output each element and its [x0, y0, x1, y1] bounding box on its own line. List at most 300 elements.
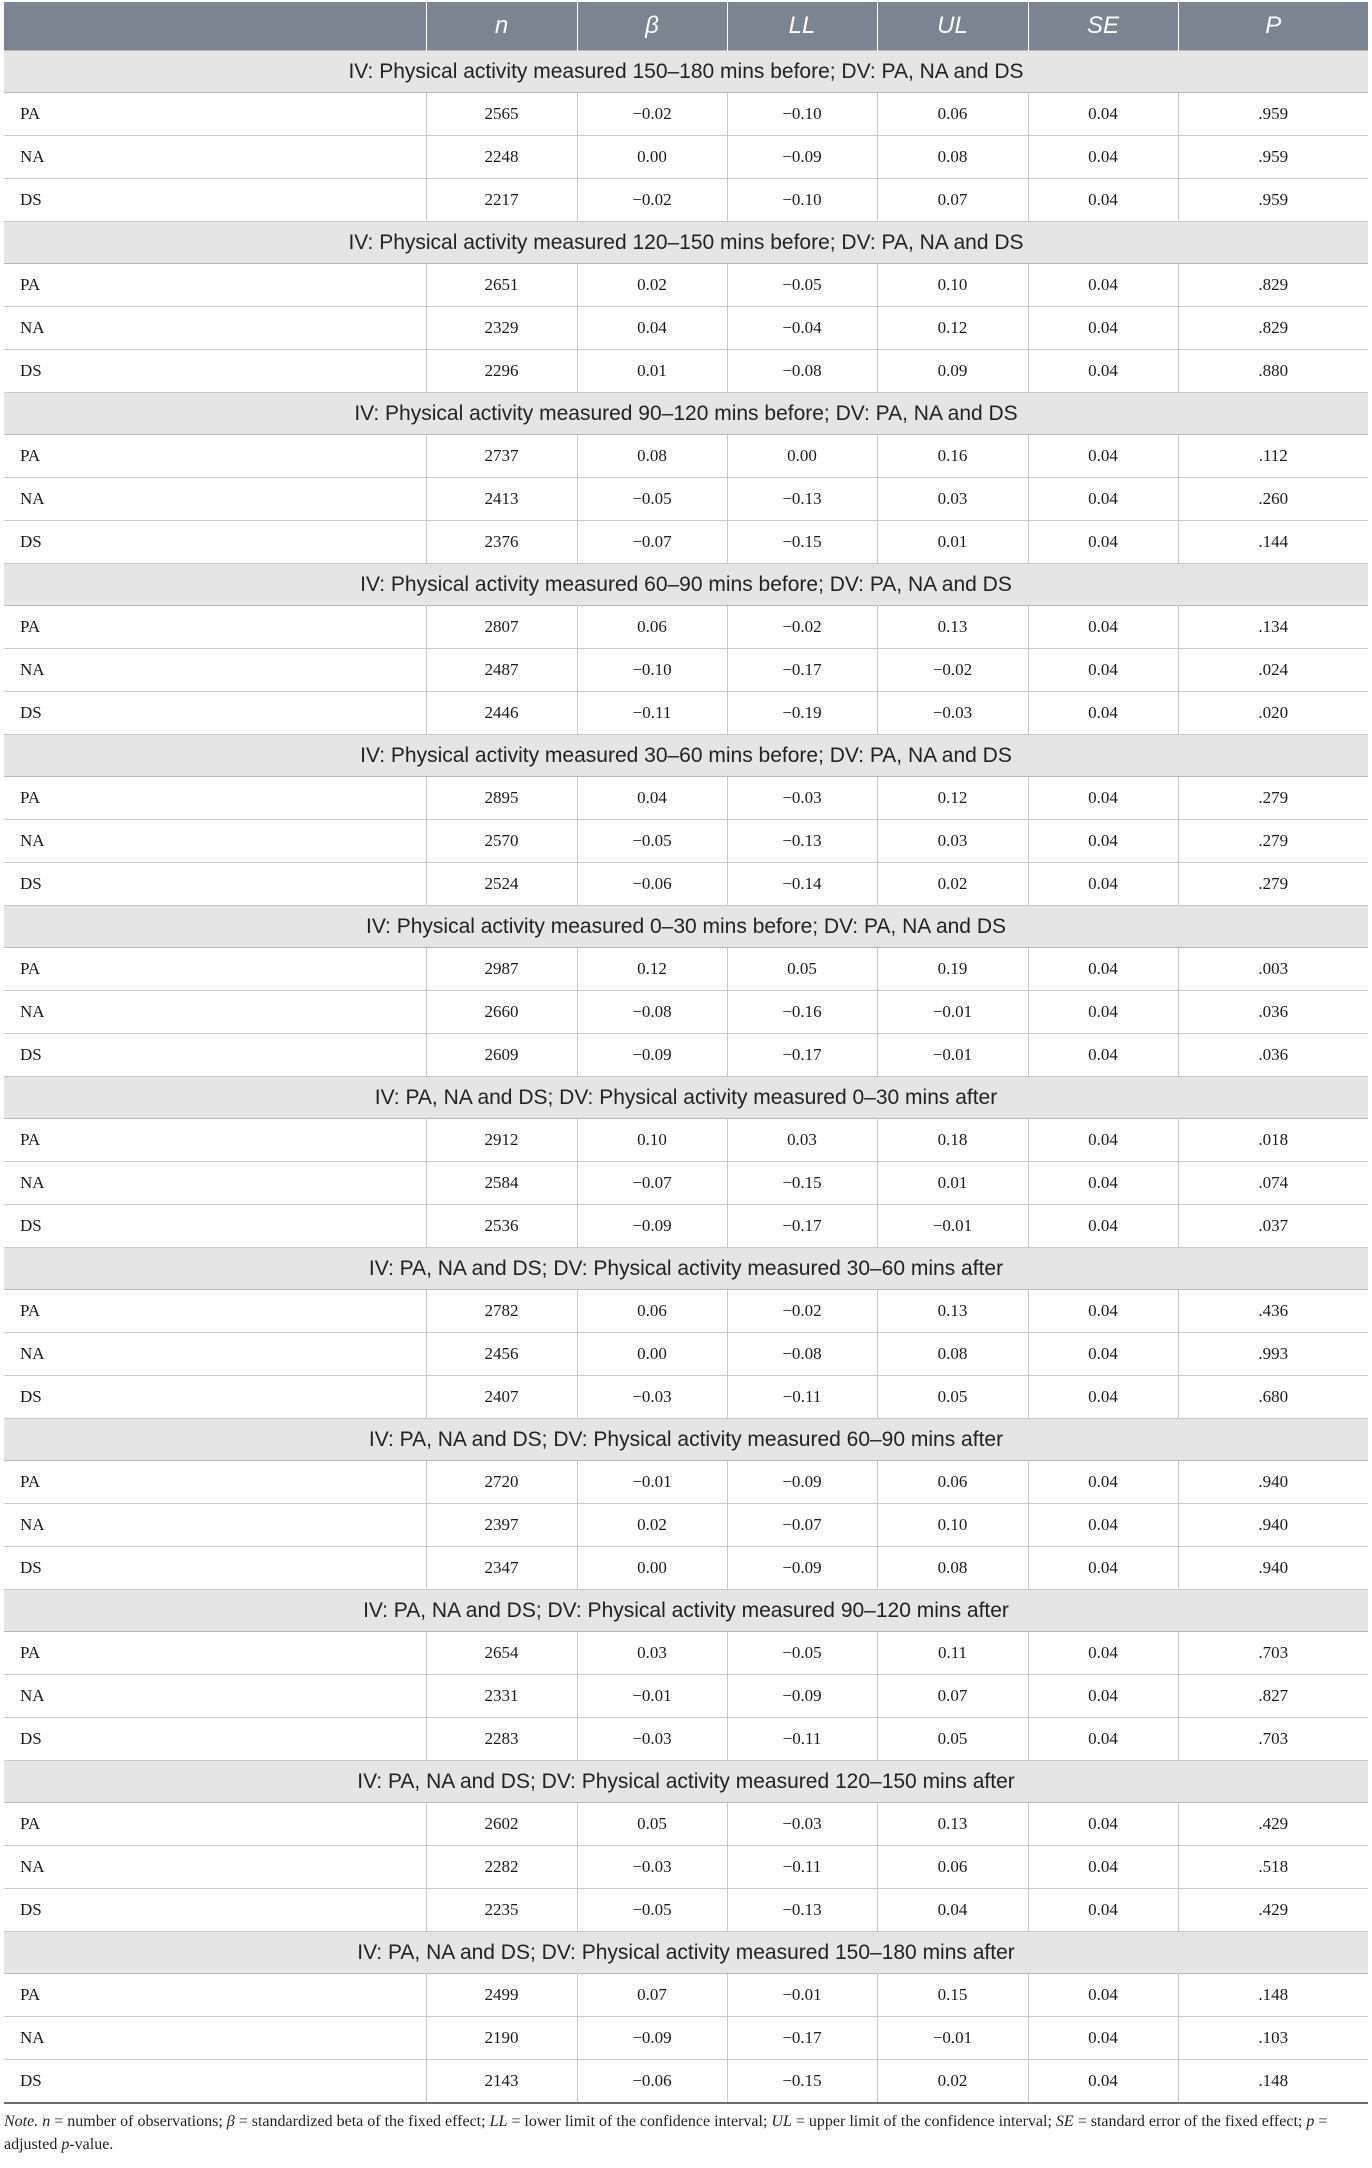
- cell-outcome: DS: [4, 1376, 426, 1419]
- section-title: IV: PA, NA and DS; DV: Physical activity measured 150–180 mins after: [4, 1932, 1368, 1974]
- cell-p: .103: [1178, 2017, 1368, 2060]
- cell-n: 2895: [426, 777, 577, 820]
- cell-ll: −0.01: [727, 1974, 877, 2017]
- cell-ul: 0.06: [877, 93, 1028, 136]
- cell-ul: 0.02: [877, 2060, 1028, 2104]
- note-text: = standard error of the fixed effect;: [1073, 2113, 1307, 2130]
- cell-ll: −0.13: [727, 478, 877, 521]
- section-title: IV: Physical activity measured 120–150 mins before; DV: PA, NA and DS: [4, 222, 1368, 264]
- cell-se: 0.04: [1028, 1333, 1178, 1376]
- cell-beta: 0.00: [577, 1333, 727, 1376]
- cell-p: .018: [1178, 1119, 1368, 1162]
- cell-beta: −0.09: [577, 1205, 727, 1248]
- cell-se: 0.04: [1028, 1034, 1178, 1077]
- cell-ll: −0.03: [727, 777, 877, 820]
- table-row: [4, 1675, 1368, 1718]
- cell-ul: 0.08: [877, 1547, 1028, 1590]
- cell-n: 2987: [426, 948, 577, 991]
- note-text: = number of observations;: [50, 2113, 227, 2130]
- cell-beta: 0.02: [577, 264, 727, 307]
- section-title: IV: Physical activity measured 150–180 mins before; DV: PA, NA and DS: [4, 51, 1368, 93]
- cell-n: 2407: [426, 1376, 577, 1419]
- cell-ul: 0.10: [877, 264, 1028, 307]
- cell-ll: −0.10: [727, 93, 877, 136]
- header-row: [4, 2, 1368, 51]
- cell-n: 2235: [426, 1889, 577, 1932]
- cell-ll: −0.03: [727, 1803, 877, 1846]
- cell-n: 2807: [426, 606, 577, 649]
- cell-p: .703: [1178, 1718, 1368, 1761]
- cell-p: .680: [1178, 1376, 1368, 1419]
- header-cell-n: n: [426, 2, 577, 51]
- cell-n: 2397: [426, 1504, 577, 1547]
- cell-ul: 0.12: [877, 307, 1028, 350]
- section-title: IV: PA, NA and DS; DV: Physical activity measured 30–60 mins after: [4, 1248, 1368, 1290]
- table-row: [4, 478, 1368, 521]
- section-title: IV: Physical activity measured 30–60 mins before; DV: PA, NA and DS: [4, 735, 1368, 777]
- cell-outcome: PA: [4, 93, 426, 136]
- cell-ll: −0.10: [727, 179, 877, 222]
- cell-ll: −0.16: [727, 991, 877, 1034]
- cell-ul: 0.07: [877, 1675, 1028, 1718]
- cell-se: 0.04: [1028, 1632, 1178, 1675]
- cell-n: 2143: [426, 2060, 577, 2104]
- cell-ll: −0.15: [727, 521, 877, 564]
- table-row: [4, 777, 1368, 820]
- table-row: [4, 1034, 1368, 1077]
- cell-se: 0.04: [1028, 2060, 1178, 2104]
- note-label: Note.: [4, 2113, 39, 2130]
- cell-beta: −0.05: [577, 820, 727, 863]
- table-footer: [4, 2103, 1368, 2156]
- cell-se: 0.04: [1028, 1803, 1178, 1846]
- cell-se: 0.04: [1028, 1718, 1178, 1761]
- cell-outcome: PA: [4, 948, 426, 991]
- cell-ll: −0.19: [727, 692, 877, 735]
- table-row: [4, 2060, 1368, 2104]
- results-table: [4, 2, 1368, 2156]
- cell-p: .703: [1178, 1632, 1368, 1675]
- cell-outcome: PA: [4, 1632, 426, 1675]
- cell-se: 0.04: [1028, 1376, 1178, 1419]
- note-symbol: n: [42, 2113, 51, 2130]
- cell-beta: 0.10: [577, 1119, 727, 1162]
- cell-outcome: NA: [4, 1846, 426, 1889]
- cell-ul: 0.01: [877, 1162, 1028, 1205]
- cell-n: 2283: [426, 1718, 577, 1761]
- cell-beta: 0.00: [577, 136, 727, 179]
- cell-beta: −0.03: [577, 1376, 727, 1419]
- note-symbol: LL: [489, 2113, 508, 2130]
- cell-ll: −0.08: [727, 350, 877, 393]
- cell-outcome: DS: [4, 521, 426, 564]
- cell-p: .024: [1178, 649, 1368, 692]
- cell-se: 0.04: [1028, 136, 1178, 179]
- table-row: [4, 1974, 1368, 2017]
- cell-n: 2248: [426, 136, 577, 179]
- cell-ul: 0.05: [877, 1376, 1028, 1419]
- table-row: [4, 521, 1368, 564]
- cell-ll: −0.09: [727, 1675, 877, 1718]
- cell-ul: 0.09: [877, 350, 1028, 393]
- cell-ul: 0.01: [877, 521, 1028, 564]
- cell-outcome: NA: [4, 307, 426, 350]
- cell-beta: −0.03: [577, 1718, 727, 1761]
- cell-ll: −0.11: [727, 1846, 877, 1889]
- cell-beta: −0.06: [577, 863, 727, 906]
- cell-beta: −0.03: [577, 1846, 727, 1889]
- table-row: [4, 93, 1368, 136]
- table-body: [4, 51, 1368, 2104]
- cell-outcome: PA: [4, 1290, 426, 1333]
- cell-se: 0.04: [1028, 435, 1178, 478]
- header-cell-ll: LL: [727, 2, 877, 51]
- cell-p: .940: [1178, 1547, 1368, 1590]
- cell-beta: 0.12: [577, 948, 727, 991]
- cell-se: 0.04: [1028, 991, 1178, 1034]
- cell-p: .279: [1178, 777, 1368, 820]
- table-row: [4, 1333, 1368, 1376]
- cell-ul: 0.07: [877, 179, 1028, 222]
- cell-outcome: DS: [4, 1718, 426, 1761]
- cell-se: 0.04: [1028, 1974, 1178, 2017]
- cell-ll: 0.05: [727, 948, 877, 991]
- cell-ll: −0.09: [727, 1461, 877, 1504]
- cell-p: .003: [1178, 948, 1368, 991]
- cell-p: .112: [1178, 435, 1368, 478]
- cell-p: .993: [1178, 1333, 1368, 1376]
- cell-n: 2190: [426, 2017, 577, 2060]
- cell-n: 2456: [426, 1333, 577, 1376]
- cell-n: 2651: [426, 264, 577, 307]
- section-title: IV: Physical activity measured 60–90 mins before; DV: PA, NA and DS: [4, 564, 1368, 606]
- cell-ul: 0.10: [877, 1504, 1028, 1547]
- cell-n: 2609: [426, 1034, 577, 1077]
- note-symbol: p: [61, 2136, 70, 2153]
- table-row: [4, 1290, 1368, 1333]
- cell-beta: 0.04: [577, 777, 727, 820]
- cell-outcome: PA: [4, 435, 426, 478]
- cell-ll: −0.15: [727, 2060, 877, 2104]
- cell-p: .148: [1178, 2060, 1368, 2104]
- note-symbol: SE: [1055, 2113, 1074, 2130]
- cell-outcome: DS: [4, 179, 426, 222]
- header-cell-p: P: [1178, 2, 1368, 51]
- note-text: = upper limit of the confidence interval;: [791, 2113, 1056, 2130]
- cell-ll: −0.02: [727, 606, 877, 649]
- note-symbol: β: [226, 2113, 235, 2130]
- cell-beta: 0.06: [577, 606, 727, 649]
- cell-p: .429: [1178, 1803, 1368, 1846]
- cell-n: 2654: [426, 1632, 577, 1675]
- cell-p: .959: [1178, 136, 1368, 179]
- cell-ll: −0.17: [727, 649, 877, 692]
- section-title: IV: Physical activity measured 90–120 mins before; DV: PA, NA and DS: [4, 393, 1368, 435]
- cell-n: 2782: [426, 1290, 577, 1333]
- table-row: [4, 863, 1368, 906]
- cell-ul: 0.03: [877, 478, 1028, 521]
- cell-n: 2296: [426, 350, 577, 393]
- section-title: IV: PA, NA and DS; DV: Physical activity measured 90–120 mins after: [4, 1590, 1368, 1632]
- note-text: = standardized beta of the fixed effect;: [234, 2113, 490, 2130]
- cell-se: 0.04: [1028, 478, 1178, 521]
- cell-beta: −0.11: [577, 692, 727, 735]
- cell-n: 2912: [426, 1119, 577, 1162]
- cell-p: .940: [1178, 1461, 1368, 1504]
- header-cell-label: [4, 2, 426, 51]
- cell-ll: −0.05: [727, 1632, 877, 1675]
- table-row: [4, 1718, 1368, 1761]
- cell-n: 2570: [426, 820, 577, 863]
- cell-beta: −0.05: [577, 1889, 727, 1932]
- cell-ll: −0.11: [727, 1376, 877, 1419]
- cell-beta: −0.02: [577, 93, 727, 136]
- cell-beta: −0.07: [577, 521, 727, 564]
- cell-n: 2565: [426, 93, 577, 136]
- section-header-row: [4, 51, 1368, 93]
- table-row: [4, 179, 1368, 222]
- cell-outcome: PA: [4, 264, 426, 307]
- cell-p: .829: [1178, 264, 1368, 307]
- table-row: [4, 1162, 1368, 1205]
- cell-ll: −0.14: [727, 863, 877, 906]
- cell-se: 0.04: [1028, 1205, 1178, 1248]
- header-cell-beta: β: [577, 2, 727, 51]
- cell-outcome: DS: [20, 2071, 42, 2090]
- cell-ul: 0.13: [877, 606, 1028, 649]
- table-row: [4, 1889, 1368, 1932]
- cell-outcome: DS: [4, 1889, 426, 1932]
- cell-beta: −0.01: [577, 1461, 727, 1504]
- table-row: [4, 307, 1368, 350]
- cell-ul: −0.01: [877, 2017, 1028, 2060]
- cell-beta: 0.02: [577, 1504, 727, 1547]
- note-text: = adjusted: [4, 2113, 1328, 2153]
- cell-p: .279: [1178, 863, 1368, 906]
- cell-beta: 0.08: [577, 435, 727, 478]
- cell-n: 2660: [426, 991, 577, 1034]
- section-header-row: [4, 564, 1368, 606]
- cell-p: .518: [1178, 1846, 1368, 1889]
- cell-beta: 0.05: [577, 1803, 727, 1846]
- cell-ll: −0.11: [727, 1718, 877, 1761]
- cell-se: 0.04: [1028, 1675, 1178, 1718]
- cell-ll: 0.00: [727, 435, 877, 478]
- cell-ll: −0.07: [727, 1504, 877, 1547]
- cell-ul: 0.06: [877, 1461, 1028, 1504]
- cell-beta: 0.04: [577, 307, 727, 350]
- cell-outcome: PA: [4, 777, 426, 820]
- section-header-row: [4, 1419, 1368, 1461]
- cell-p: .134: [1178, 606, 1368, 649]
- cell-n: 2217: [426, 179, 577, 222]
- cell-n: 2536: [426, 1205, 577, 1248]
- cell-n: 2376: [426, 521, 577, 564]
- section-header-row: [4, 1761, 1368, 1803]
- cell-se: 0.04: [1028, 1162, 1178, 1205]
- cell-outcome: NA: [4, 2017, 426, 2060]
- cell-ll: −0.09: [727, 136, 877, 179]
- cell-ll: −0.17: [727, 1205, 877, 1248]
- section-header-row: [4, 222, 1368, 264]
- note-text: -value.: [69, 2136, 114, 2153]
- cell-n: 2413: [426, 478, 577, 521]
- cell-n: 2487: [426, 649, 577, 692]
- table-row: [4, 948, 1368, 991]
- cell-outcome: PA: [4, 1974, 426, 2017]
- cell-se: 0.04: [1028, 2017, 1178, 2060]
- cell-ll: −0.05: [727, 264, 877, 307]
- cell-outcome: DS: [4, 863, 426, 906]
- header-cell-se: SE: [1028, 2, 1178, 51]
- table-row: [4, 136, 1368, 179]
- table-row: [4, 820, 1368, 863]
- cell-n: 2602: [426, 1803, 577, 1846]
- cell-ll: −0.09: [727, 1547, 877, 1590]
- cell-ll: −0.13: [727, 1889, 877, 1932]
- table-row: [4, 991, 1368, 1034]
- cell-outcome: NA: [4, 478, 426, 521]
- cell-se: 0.04: [1028, 1889, 1178, 1932]
- cell-beta: 0.00: [577, 1547, 727, 1590]
- cell-p: .959: [1178, 93, 1368, 136]
- cell-p: .880: [1178, 350, 1368, 393]
- cell-se: 0.04: [1028, 820, 1178, 863]
- cell-p: .940: [1178, 1504, 1368, 1547]
- cell-outcome: NA: [4, 649, 426, 692]
- table-row: [4, 1205, 1368, 1248]
- cell-n: 2584: [426, 1162, 577, 1205]
- table-row: [4, 1846, 1368, 1889]
- cell-se: 0.04: [1028, 1547, 1178, 1590]
- cell-p: .074: [1178, 1162, 1368, 1205]
- table-row: [4, 264, 1368, 307]
- cell-se: 0.04: [1028, 264, 1178, 307]
- cell-n: 2347: [426, 1547, 577, 1590]
- cell-beta: 0.06: [577, 1290, 727, 1333]
- cell-se: 0.04: [1028, 350, 1178, 393]
- section-header-row: [4, 393, 1368, 435]
- cell-outcome: PA: [4, 606, 426, 649]
- cell-p: .144: [1178, 521, 1368, 564]
- cell-se: 0.04: [1028, 1119, 1178, 1162]
- cell-n: 2720: [426, 1461, 577, 1504]
- cell-se: 0.04: [1028, 606, 1178, 649]
- cell-se: 0.04: [1028, 1504, 1178, 1547]
- cell-beta: −0.05: [577, 478, 727, 521]
- cell-ul: 0.06: [877, 1846, 1028, 1889]
- cell-ll: −0.02: [727, 1290, 877, 1333]
- cell-beta: −0.09: [577, 1034, 727, 1077]
- cell-p: .959: [1178, 179, 1368, 222]
- cell-ul: 0.08: [877, 1333, 1028, 1376]
- cell-outcome: NA: [4, 136, 426, 179]
- cell-ul: 0.03: [877, 820, 1028, 863]
- cell-ll: −0.17: [727, 1034, 877, 1077]
- cell-se: 0.04: [1028, 692, 1178, 735]
- cell-ll: −0.17: [727, 2017, 877, 2060]
- cell-outcome: DS: [4, 1034, 426, 1077]
- cell-outcome: PA: [4, 1119, 426, 1162]
- cell-ul: 0.13: [877, 1290, 1028, 1333]
- cell-ul: 0.05: [877, 1718, 1028, 1761]
- section-title: IV: PA, NA and DS; DV: Physical activity measured 0–30 mins after: [4, 1077, 1368, 1119]
- cell-beta: −0.01: [577, 1675, 727, 1718]
- table-row: [4, 649, 1368, 692]
- cell-p: .037: [1178, 1205, 1368, 1248]
- table-row: [4, 606, 1368, 649]
- cell-se: 0.04: [1028, 948, 1178, 991]
- section-title: IV: PA, NA and DS; DV: Physical activity measured 120–150 mins after: [4, 1761, 1368, 1803]
- cell-ll: −0.15: [727, 1162, 877, 1205]
- cell-ll: −0.04: [727, 307, 877, 350]
- results-table-container: [4, 2, 1368, 2156]
- cell-outcome: PA: [4, 1803, 426, 1846]
- cell-ul: −0.03: [877, 692, 1028, 735]
- cell-ul: 0.15: [877, 1974, 1028, 2017]
- cell-outcome: PA: [4, 1461, 426, 1504]
- note-symbol: UL: [771, 2113, 792, 2130]
- table-row: [4, 2017, 1368, 2060]
- table-row: [4, 435, 1368, 478]
- section-header-row: [4, 1590, 1368, 1632]
- cell-outcome: NA: [4, 820, 426, 863]
- table-row: [4, 1376, 1368, 1419]
- cell-ul: 0.19: [877, 948, 1028, 991]
- section-header-row: [4, 906, 1368, 948]
- cell-ul: 0.04: [877, 1889, 1028, 1932]
- cell-outcome: NA: [4, 991, 426, 1034]
- cell-beta: −0.07: [577, 1162, 727, 1205]
- cell-outcome: DS: [4, 692, 426, 735]
- cell-n: 2737: [426, 435, 577, 478]
- cell-beta: −0.06: [577, 2060, 727, 2104]
- table-row: [4, 1547, 1368, 1590]
- table-row: [4, 350, 1368, 393]
- note-row: [4, 2103, 1368, 2156]
- note-symbol: p: [1306, 2113, 1315, 2130]
- cell-beta: 0.01: [577, 350, 727, 393]
- cell-outcome: DS: [4, 350, 426, 393]
- cell-se: 0.04: [1028, 93, 1178, 136]
- table-row: [4, 1632, 1368, 1675]
- section-title: IV: PA, NA and DS; DV: Physical activity measured 60–90 mins after: [4, 1419, 1368, 1461]
- cell-se: 0.04: [1028, 649, 1178, 692]
- cell-ul: 0.02: [877, 863, 1028, 906]
- cell-se: 0.04: [1028, 1846, 1178, 1889]
- section-header-row: [4, 1932, 1368, 1974]
- cell-ul: 0.13: [877, 1803, 1028, 1846]
- note-text: = lower limit of the confidence interval;: [507, 2113, 772, 2130]
- cell-n: 2331: [426, 1675, 577, 1718]
- section-header-row: [4, 1077, 1368, 1119]
- cell-se: 0.04: [1028, 1290, 1178, 1333]
- section-header-row: [4, 735, 1368, 777]
- table-row: [4, 692, 1368, 735]
- cell-p: .260: [1178, 478, 1368, 521]
- cell-ul: −0.02: [877, 649, 1028, 692]
- cell-ul: −0.01: [877, 991, 1028, 1034]
- cell-ul: 0.12: [877, 777, 1028, 820]
- cell-ul: 0.08: [877, 136, 1028, 179]
- cell-ll: −0.08: [727, 1333, 877, 1376]
- cell-n: 2329: [426, 307, 577, 350]
- cell-se: 0.04: [1028, 521, 1178, 564]
- cell-beta: −0.10: [577, 649, 727, 692]
- cell-ul: −0.01: [877, 1034, 1028, 1077]
- cell-p: .279: [1178, 820, 1368, 863]
- cell-p: .429: [1178, 1889, 1368, 1932]
